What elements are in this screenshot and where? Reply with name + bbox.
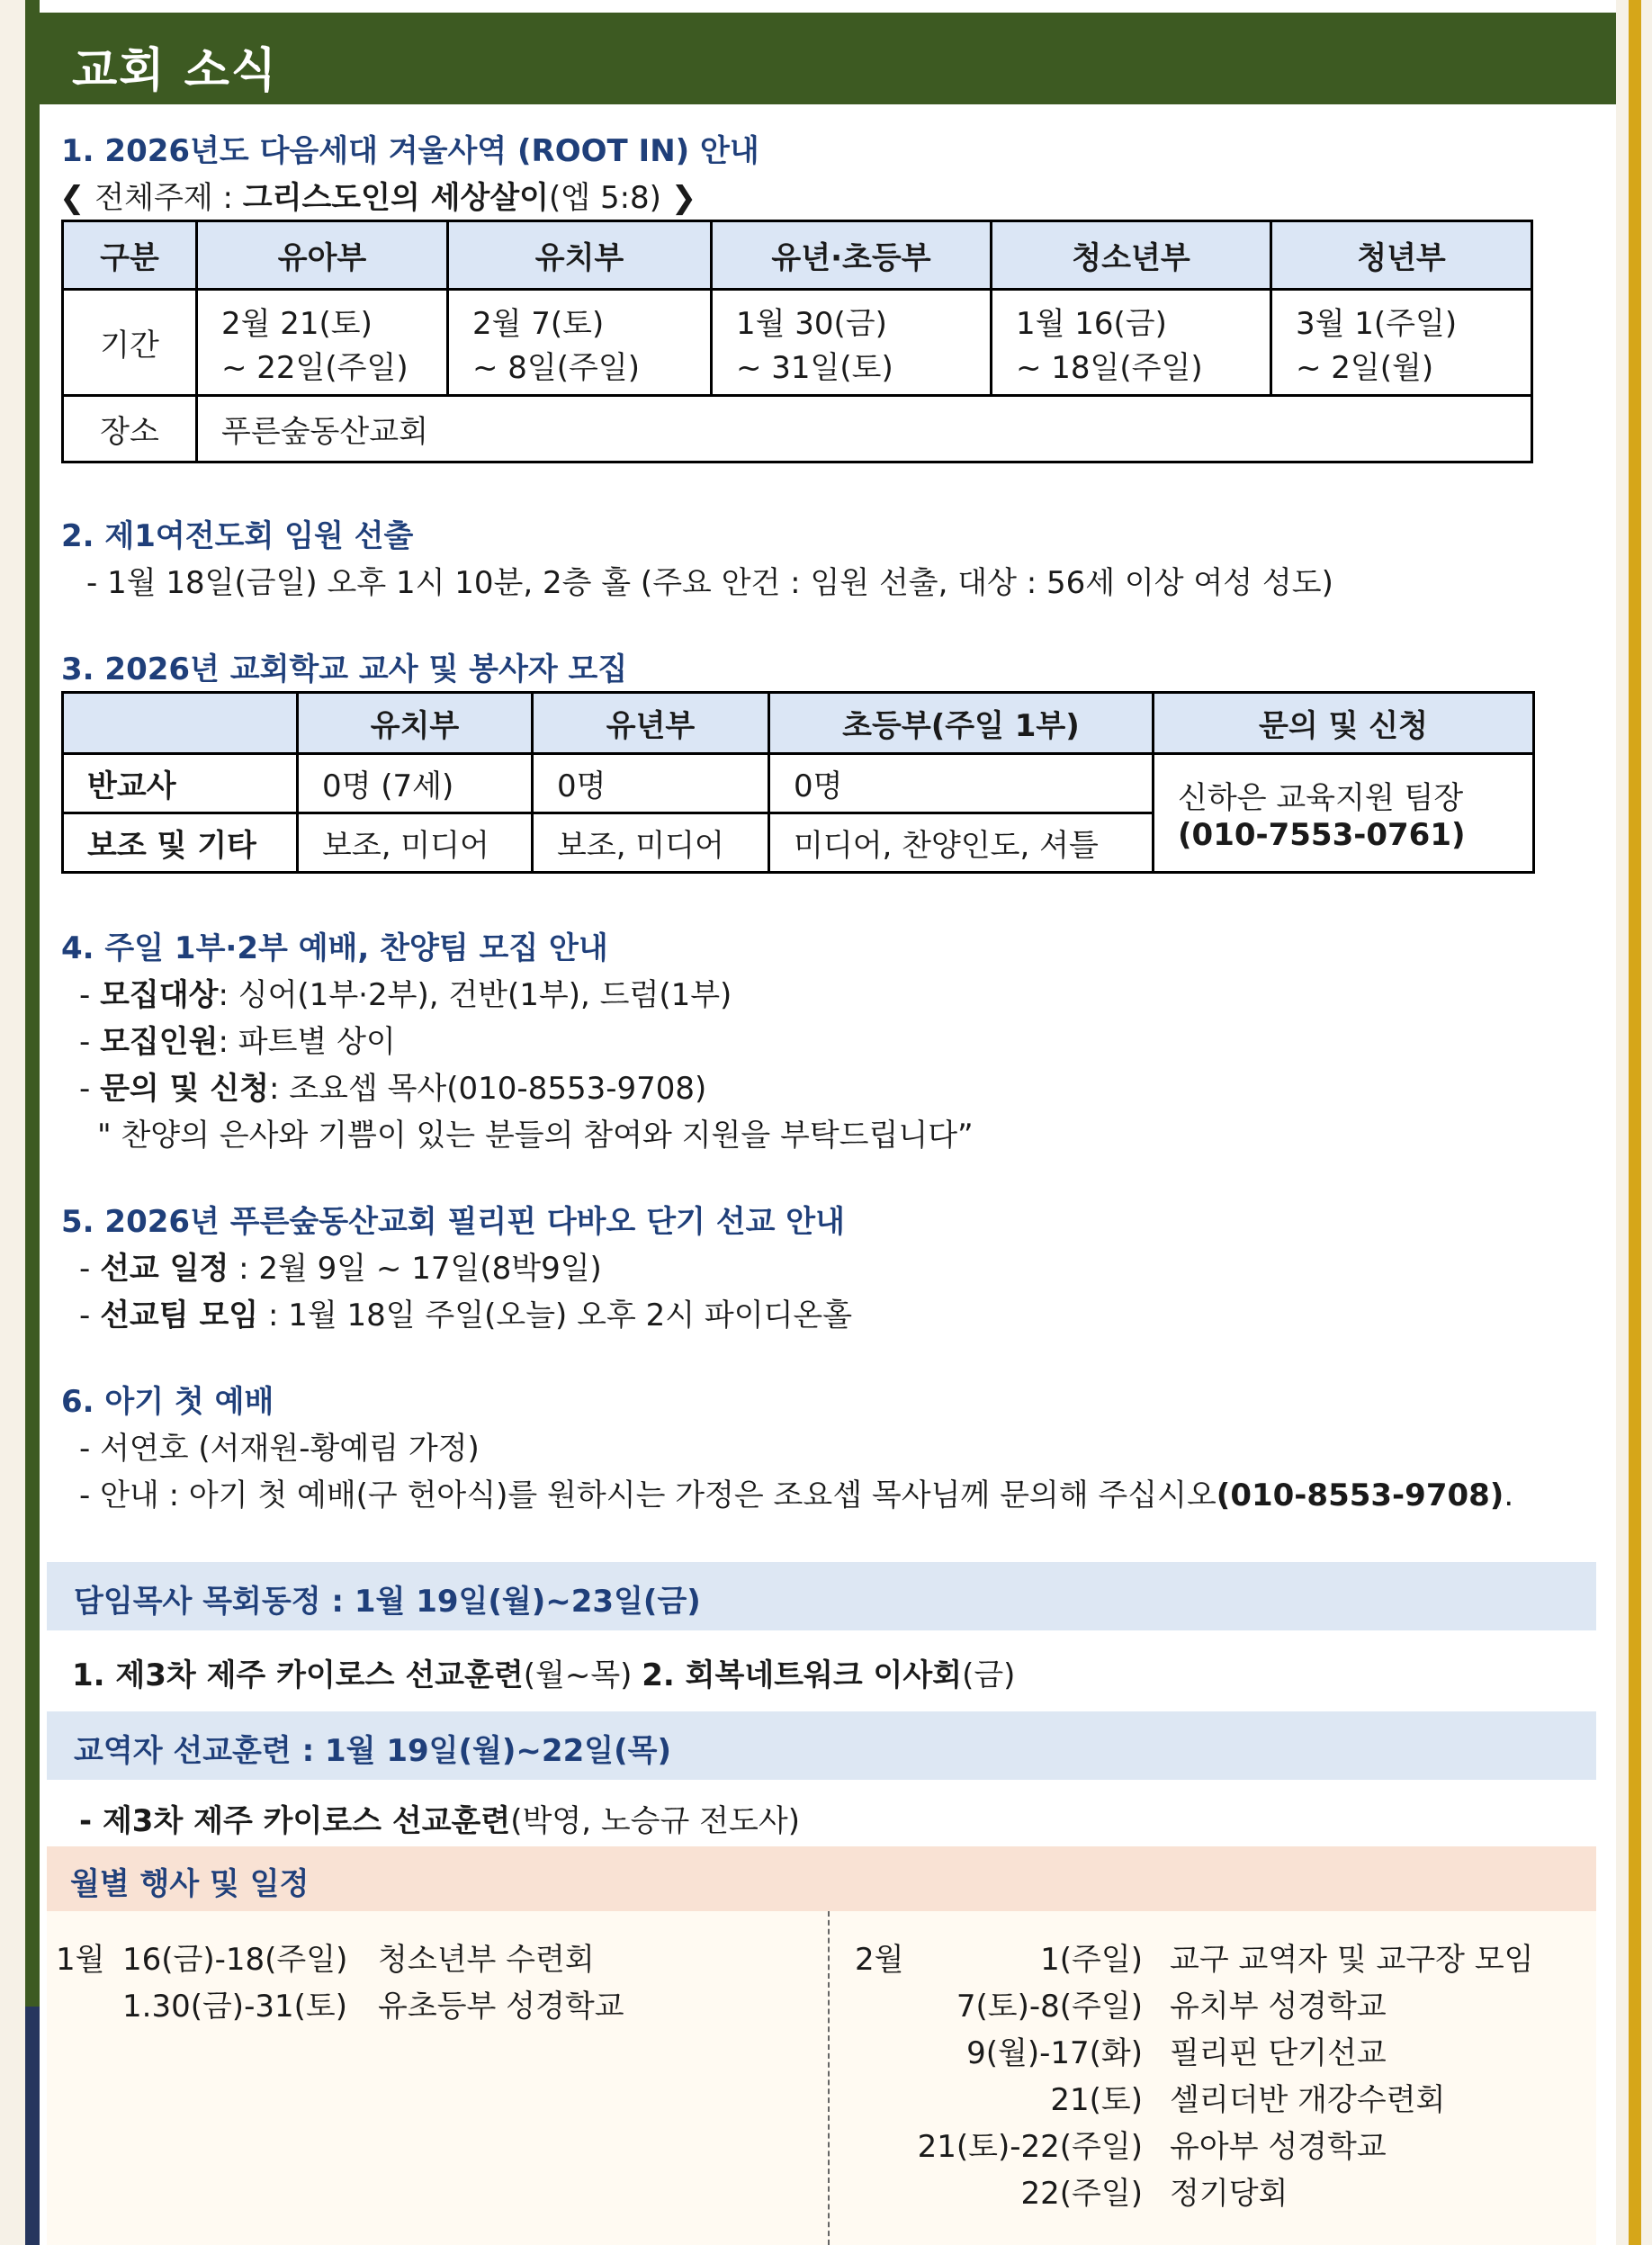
row-label: 보조 및 기타 (63, 813, 298, 873)
section-1-title: 1. 2026년도 다음세대 겨울사역 (ROOT IN) 안내 (61, 133, 759, 169)
pastor-schedule-line: 1. 제3차 제주 카이로스 선교훈련(월~목) 2. 회복네트워크 이사회(금) (72, 1657, 1016, 1693)
row-label: 반교사 (63, 754, 298, 813)
period-label: 기간 (63, 290, 197, 396)
feb-event: 유치부 성경학교 (1170, 1989, 1387, 2025)
jan-date: 1.30(금)-31(토) (122, 1989, 347, 2025)
table-header: 구분 (63, 221, 197, 290)
jan-date: 16(금)-18(주일) (122, 1942, 348, 1978)
table-row (63, 754, 1534, 813)
section-5-line-2: - 선교팀 모임 : 1월 18일 주일(오늘) 오후 2시 파이디온홀 (79, 1298, 853, 1334)
period-cell: 2월 21(토) ~ 22일(주일) (197, 290, 448, 396)
table-cell: 0명 (7세) (298, 754, 533, 813)
feb-event: 필리핀 단기선교 (1170, 2035, 1387, 2071)
section-2-title: 2. 제1여전도회 임원 선출 (61, 518, 414, 554)
period-cell: 3월 1(주일) ~ 2일(월) (1271, 290, 1532, 396)
feb-date: 1(주일) (1040, 1942, 1143, 1978)
section-4-title: 4. 주일 1부·2부 예배, 찬양팀 모집 안내 (61, 930, 608, 966)
theme-bold: 그리스도인의 세상살이 (242, 180, 550, 216)
period-cell: 1월 30(금) ~ 31일(토) (712, 290, 992, 396)
table-header: 청소년부 (992, 221, 1271, 290)
table-header: 유년부 (533, 693, 769, 754)
feb-date: 7(토)-8(주일) (956, 1989, 1143, 2025)
feb-event: 유아부 성경학교 (1170, 2129, 1387, 2165)
table-cell: 0명 (769, 754, 1154, 813)
section-6-line-1: - 서연호 (서재원-황예림 가정) (79, 1431, 480, 1467)
section-2-line: - 1월 18일(금일) 오후 1시 10분, 2층 홀 (주요 안건 : 임원 선출, 대상 : 56세 이상 여성 성도) (86, 565, 1333, 601)
feb-date: 21(토)-22(주일) (917, 2129, 1143, 2165)
section-4-line-3: - 문의 및 신청: 조요셉 목사(010-8553-9708) (79, 1071, 707, 1107)
table-header: 유치부 (448, 221, 712, 290)
table-row (63, 396, 1532, 462)
ministers-training-line: - 제3차 제주 카이로스 선교훈련(박영, 노승규 전도사) (79, 1803, 800, 1839)
place-value: 푸른숲동산교회 (197, 396, 1532, 462)
table-cell: 미디어, 찬양인도, 셔틀 (769, 813, 1154, 873)
table-cell: 보조, 미디어 (533, 813, 769, 873)
left-accent-bar (25, 0, 40, 2007)
feb-date: 9(월)-17(화) (966, 2035, 1143, 2071)
section-4-quote: " 찬양의 은사와 기쁨이 있는 분들의 참여와 지원을 부탁드립니다” (97, 1118, 974, 1154)
pastor-schedule-band: 담임목사 목회동정 : 1월 19일(월)~23일(금) (47, 1562, 1596, 1630)
section-3-title: 3. 2026년 교회학교 교사 및 봉사자 모집 (61, 651, 628, 687)
theme-suffix: (엡 5:8) ❯ (549, 180, 697, 216)
section-4-line-2: - 모집인원: 파트별 상이 (79, 1024, 396, 1060)
period-cell: 2월 7(토) ~ 8일(주일) (448, 290, 712, 396)
schedule-divider (828, 1911, 830, 2245)
section-6-line-2: - 안내 : 아기 첫 예배(구 헌아식)를 원하시는 가정은 조요셉 목사님께 문의해 주십시오(010-8553-9708). (79, 1477, 1514, 1513)
section-4-line-1: - 모집대상: 싱어(1부·2부), 건반(1부), 드럼(1부) (79, 977, 732, 1013)
feb-date: 22(주일) (1020, 2176, 1143, 2212)
right-accent-bar (1629, 0, 1641, 2245)
table-header: 유년·초등부 (712, 221, 992, 290)
feb-label: 2월 (855, 1942, 904, 1978)
table-cell: 0명 (533, 754, 769, 813)
monthly-schedule-band: 월별 행사 및 일정 (47, 1846, 1596, 1911)
feb-event: 정기당회 (1170, 2176, 1288, 2212)
table-cell: 보조, 미디어 (298, 813, 533, 873)
place-label: 장소 (63, 396, 197, 462)
root-in-table (61, 220, 1533, 463)
jan-event: 유초등부 성경학교 (378, 1989, 624, 2025)
section-6-title: 6. 아기 첫 예배 (61, 1384, 274, 1420)
table-header: 유치부 (298, 693, 533, 754)
page-title: 교회 소식 (72, 43, 279, 98)
left-accent-bar-bottom (25, 2007, 40, 2245)
table-header (63, 693, 298, 754)
section-5-line-1: - 선교 일정 : 2월 9일 ~ 17일(8박9일) (79, 1251, 602, 1287)
feb-date: 21(토) (1050, 2082, 1143, 2118)
table-header: 청년부 (1271, 221, 1532, 290)
theme-prefix: ❮ 전체주제 : (59, 180, 243, 216)
table-row (63, 290, 1532, 396)
page-header (25, 13, 1616, 104)
table-header: 초등부(주일 1부) (769, 693, 1154, 754)
table-header: 문의 및 신청 (1154, 693, 1534, 754)
feb-event: 셀리더반 개강수련회 (1170, 2082, 1446, 2118)
teacher-table (61, 691, 1535, 874)
jan-event: 청소년부 수련회 (378, 1942, 595, 1978)
section-1-theme (59, 173, 696, 217)
table-header: 유아부 (197, 221, 448, 290)
period-cell: 1월 16(금) ~ 18일(주일) (992, 290, 1271, 396)
ministers-training-band: 교역자 선교훈련 : 1월 19일(월)~22일(목) (47, 1711, 1596, 1780)
feb-event: 교구 교역자 및 교구장 모임 (1170, 1942, 1534, 1978)
contact-cell: 신하은 교육지원 팀장 (010-7553-0761) (1154, 754, 1534, 873)
jan-label: 1월 (56, 1942, 105, 1978)
section-5-title: 5. 2026년 푸른숲동산교회 필리핀 다바오 단기 선교 안내 (61, 1204, 845, 1240)
